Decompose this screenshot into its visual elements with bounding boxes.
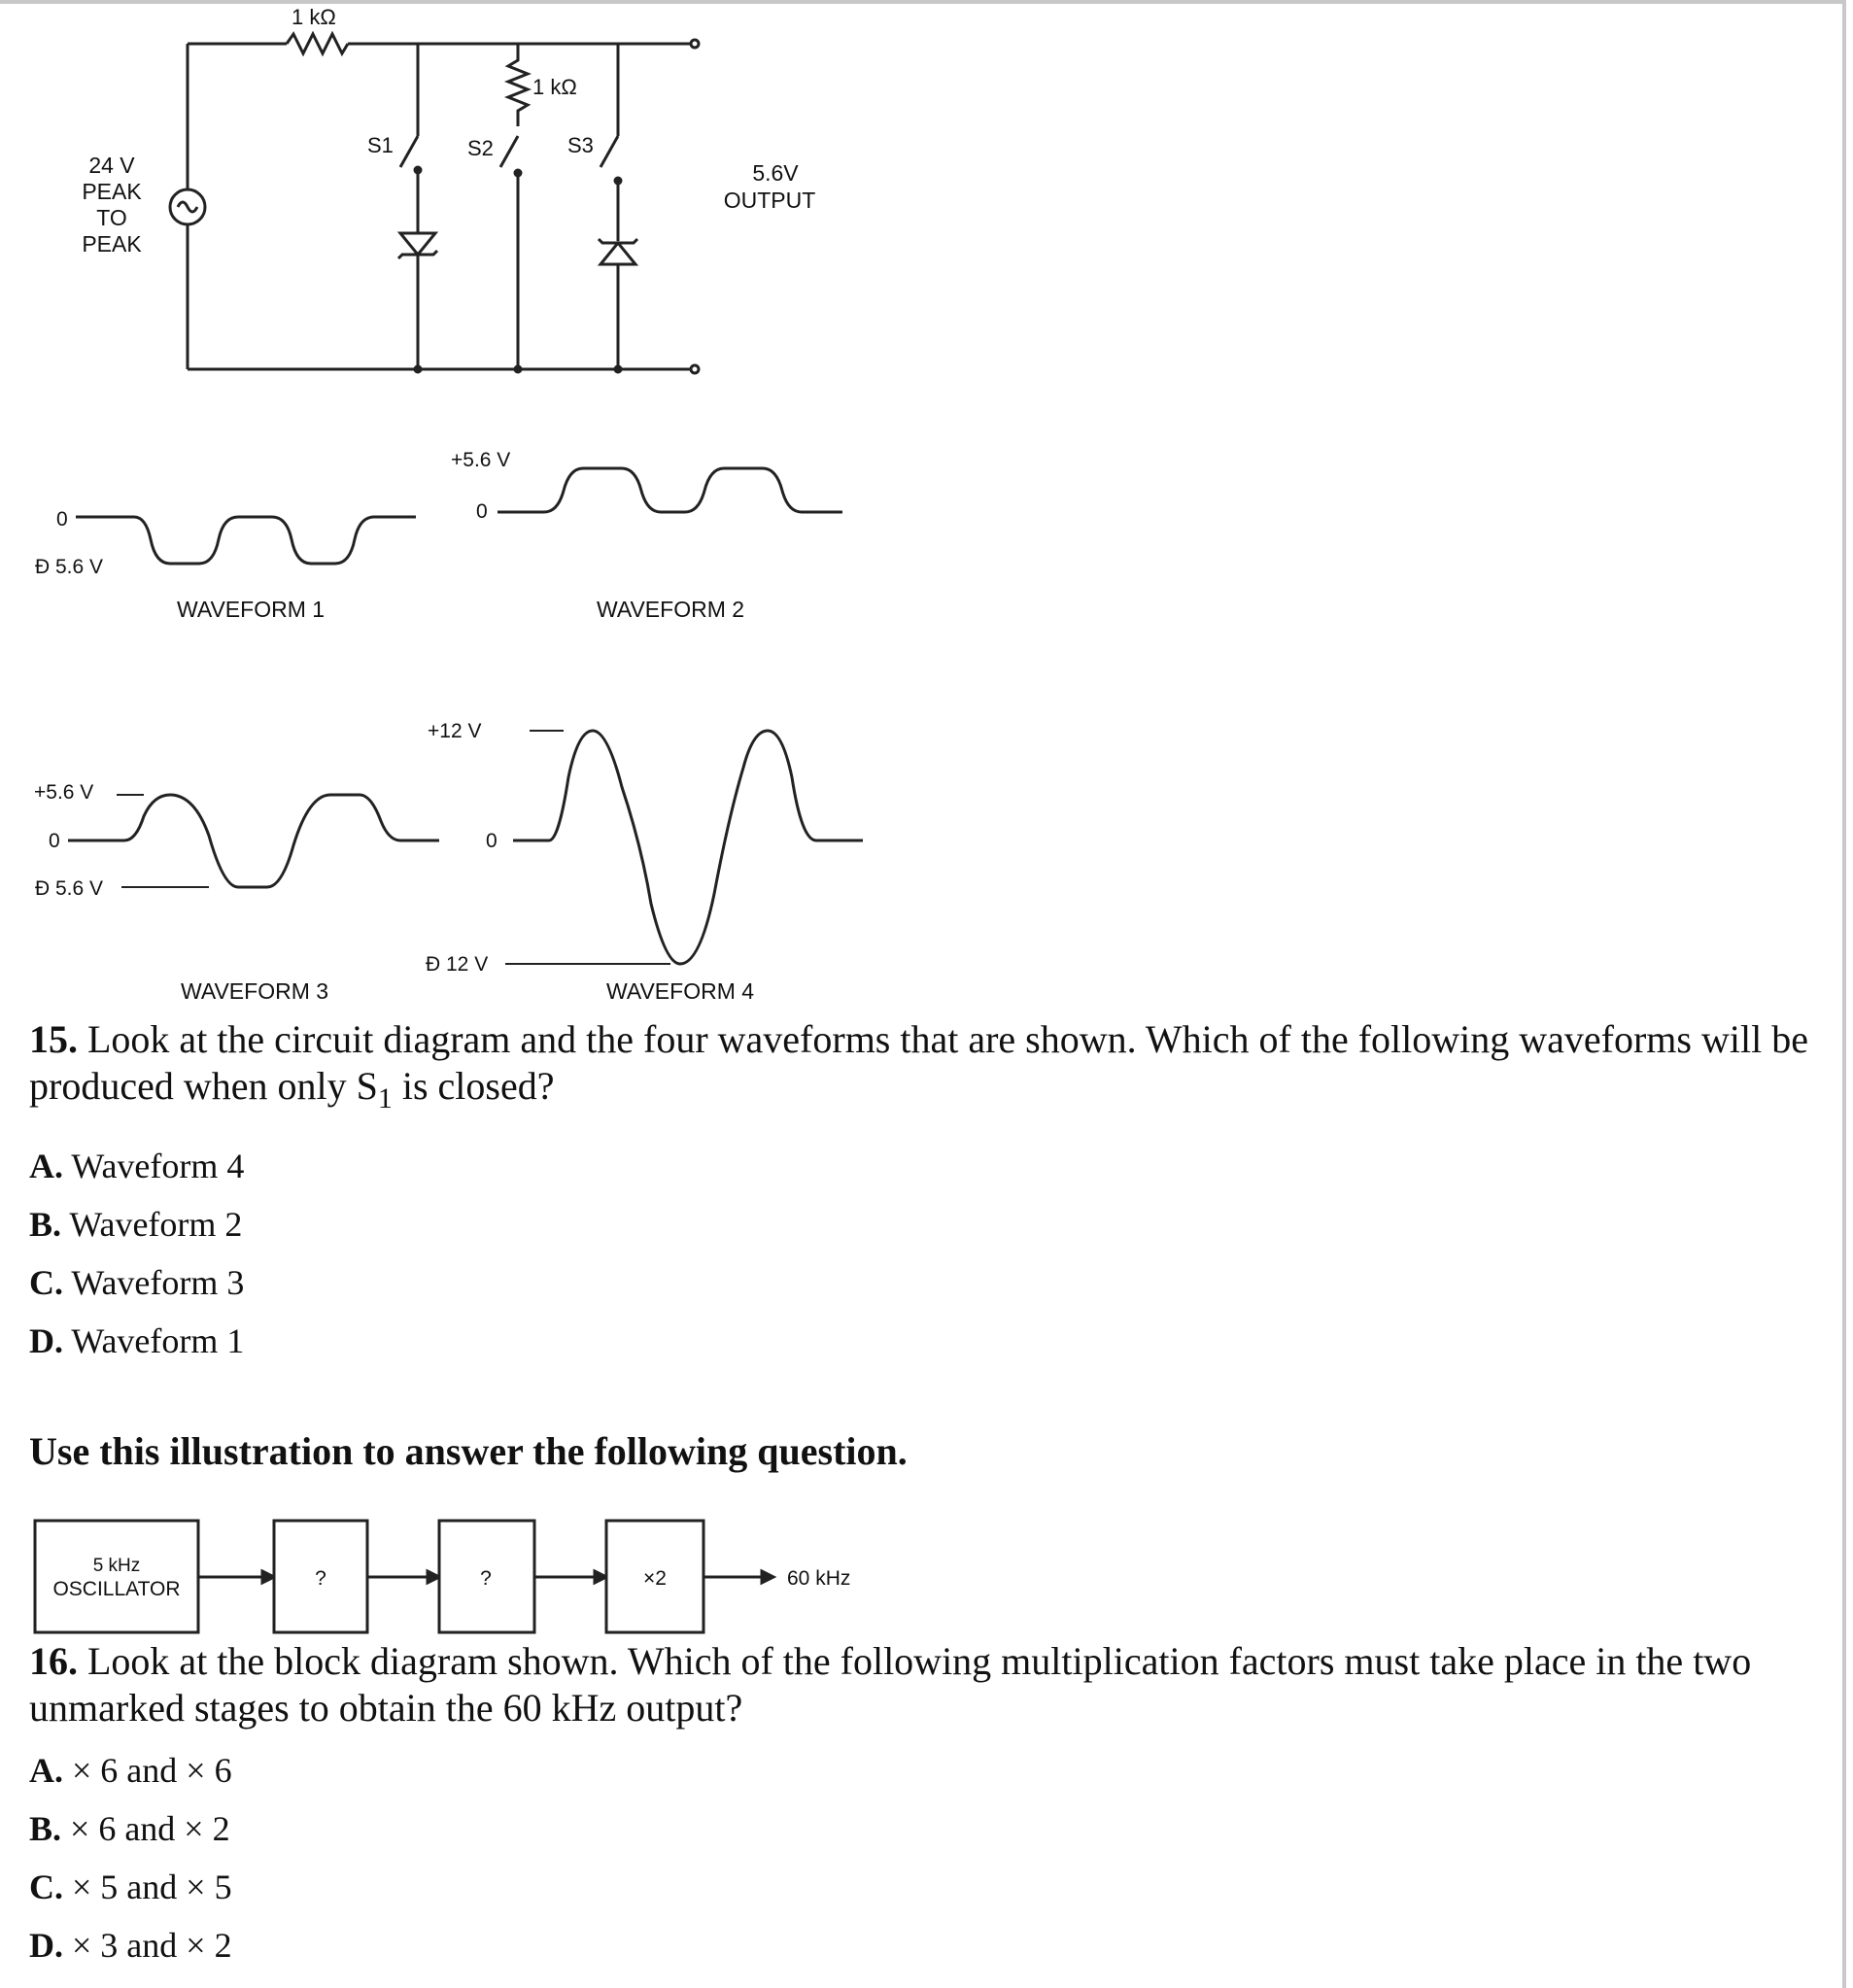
waveform-2 bbox=[451, 449, 842, 622]
waveform-4-max-label: +12 V bbox=[428, 720, 482, 742]
q15-option-a-letter: A. bbox=[29, 1147, 63, 1185]
q15-option-d-text: Waveform 1 bbox=[71, 1321, 245, 1360]
switch-s1-label: S1 bbox=[367, 133, 394, 157]
q16-option-d-text: × 3 and × 2 bbox=[72, 1926, 232, 1965]
stage-3-label: ×2 bbox=[643, 1567, 667, 1590]
waveform-4 bbox=[426, 720, 863, 1004]
switch-s3 bbox=[601, 136, 618, 167]
waveform-2-max-label: +5.6 V bbox=[451, 449, 511, 471]
question-15-number: 15. bbox=[29, 1017, 78, 1061]
q15-option-b-letter: B. bbox=[29, 1205, 62, 1244]
q16-option-a-text: × 6 and × 6 bbox=[72, 1751, 232, 1790]
q15-option-b-text: Waveform 2 bbox=[69, 1205, 243, 1244]
zener-diode-3 bbox=[601, 243, 635, 264]
source-label-line-1: 24 V bbox=[88, 153, 135, 178]
source-label-line-4: PEAK bbox=[82, 231, 142, 257]
waveform-4-title: WAVEFORM 4 bbox=[605, 978, 755, 1004]
source-label-line-3: TO bbox=[96, 205, 127, 230]
waveform-1 bbox=[35, 508, 416, 622]
q16-option-d[interactable] bbox=[29, 1926, 232, 1965]
question-15-body-end: is closed? bbox=[392, 1064, 555, 1108]
waveform-3 bbox=[34, 781, 439, 1004]
waveform-2-title: WAVEFORM 2 bbox=[596, 597, 745, 622]
resistor-top bbox=[287, 34, 348, 53]
question-16-number: 16. bbox=[29, 1639, 78, 1683]
question-15-subscript: 1 bbox=[377, 1082, 393, 1114]
resistor-top-label: 1 kΩ bbox=[292, 5, 336, 29]
source-label-line-2: PEAK bbox=[82, 179, 142, 204]
waveform-3-title: WAVEFORM 3 bbox=[180, 978, 329, 1004]
switch-s2 bbox=[500, 136, 518, 167]
waveform-1-min-label: Ð 5.6 V bbox=[35, 556, 104, 578]
q15-option-a-text: Waveform 4 bbox=[71, 1147, 245, 1185]
output-label-line-2: OUTPUT bbox=[723, 188, 816, 213]
q16-option-a[interactable] bbox=[29, 1751, 232, 1790]
oscillator-freq-label: 5 kHz bbox=[92, 1556, 141, 1576]
oscillator-block bbox=[35, 1521, 198, 1632]
q16-option-b-text: × 6 and × 2 bbox=[70, 1809, 230, 1848]
illustration-heading: Use this illustration to answer the following question. bbox=[29, 1429, 908, 1473]
question-16-text bbox=[29, 1638, 1827, 1731]
q15-option-b[interactable] bbox=[29, 1205, 242, 1244]
stage-2-label: ? bbox=[480, 1567, 492, 1590]
q15-option-a[interactable] bbox=[29, 1147, 244, 1185]
q15-option-d-letter: D. bbox=[29, 1321, 63, 1360]
waveform-3-min-label: Ð 5.6 V bbox=[35, 877, 104, 900]
question-16-body: Look at the block diagram shown. Which of the following multiplication factors must take place in the two unmarked stages to obtain the 60 kHz output? bbox=[29, 1639, 1752, 1730]
switch-s1 bbox=[400, 136, 418, 167]
q16-option-d-letter: D. bbox=[29, 1926, 63, 1965]
circuit-diagram bbox=[170, 34, 699, 373]
waveform-4-min-label: Ð 12 V bbox=[426, 953, 489, 976]
resistor-mid bbox=[508, 44, 528, 126]
waveform-3-zero-label: 0 bbox=[49, 830, 60, 852]
q16-option-c[interactable] bbox=[29, 1868, 232, 1906]
block-diagram bbox=[0, 1511, 1853, 1637]
q16-option-c-letter: C. bbox=[29, 1868, 63, 1906]
question-15-body: Look at the circuit diagram and the four waveforms that are shown. Which of the following waveforms will be produced when only S bbox=[29, 1017, 1808, 1108]
q16-option-a-letter: A. bbox=[29, 1751, 63, 1790]
oscillator-label: OSCILLATOR bbox=[52, 1578, 181, 1600]
q15-option-c-text: Waveform 3 bbox=[71, 1263, 245, 1302]
zener-diode-1 bbox=[400, 233, 435, 255]
switch-s2-label: S2 bbox=[467, 136, 494, 160]
waveform-3-max-label: +5.6 V bbox=[34, 781, 94, 804]
q16-option-b[interactable] bbox=[29, 1809, 230, 1848]
switch-s3-label: S3 bbox=[567, 133, 594, 157]
output-frequency-label: 60 kHz bbox=[787, 1567, 851, 1590]
output-label-line-1: 5.6V bbox=[752, 160, 799, 186]
stage-1-label: ? bbox=[315, 1567, 326, 1590]
waveform-1-title: WAVEFORM 1 bbox=[176, 597, 326, 622]
q15-option-c-letter: C. bbox=[29, 1263, 63, 1302]
question-15-text bbox=[29, 1016, 1827, 1122]
resistor-mid-label: 1 kΩ bbox=[532, 75, 577, 99]
waveform-4-zero-label: 0 bbox=[486, 830, 498, 852]
q15-option-c[interactable] bbox=[29, 1263, 244, 1302]
waveform-1-zero-label: 0 bbox=[56, 508, 68, 531]
q15-option-d[interactable] bbox=[29, 1321, 244, 1360]
q16-option-c-text: × 5 and × 5 bbox=[72, 1868, 232, 1906]
waveform-2-zero-label: 0 bbox=[476, 500, 488, 523]
q16-option-b-letter: B. bbox=[29, 1809, 62, 1848]
